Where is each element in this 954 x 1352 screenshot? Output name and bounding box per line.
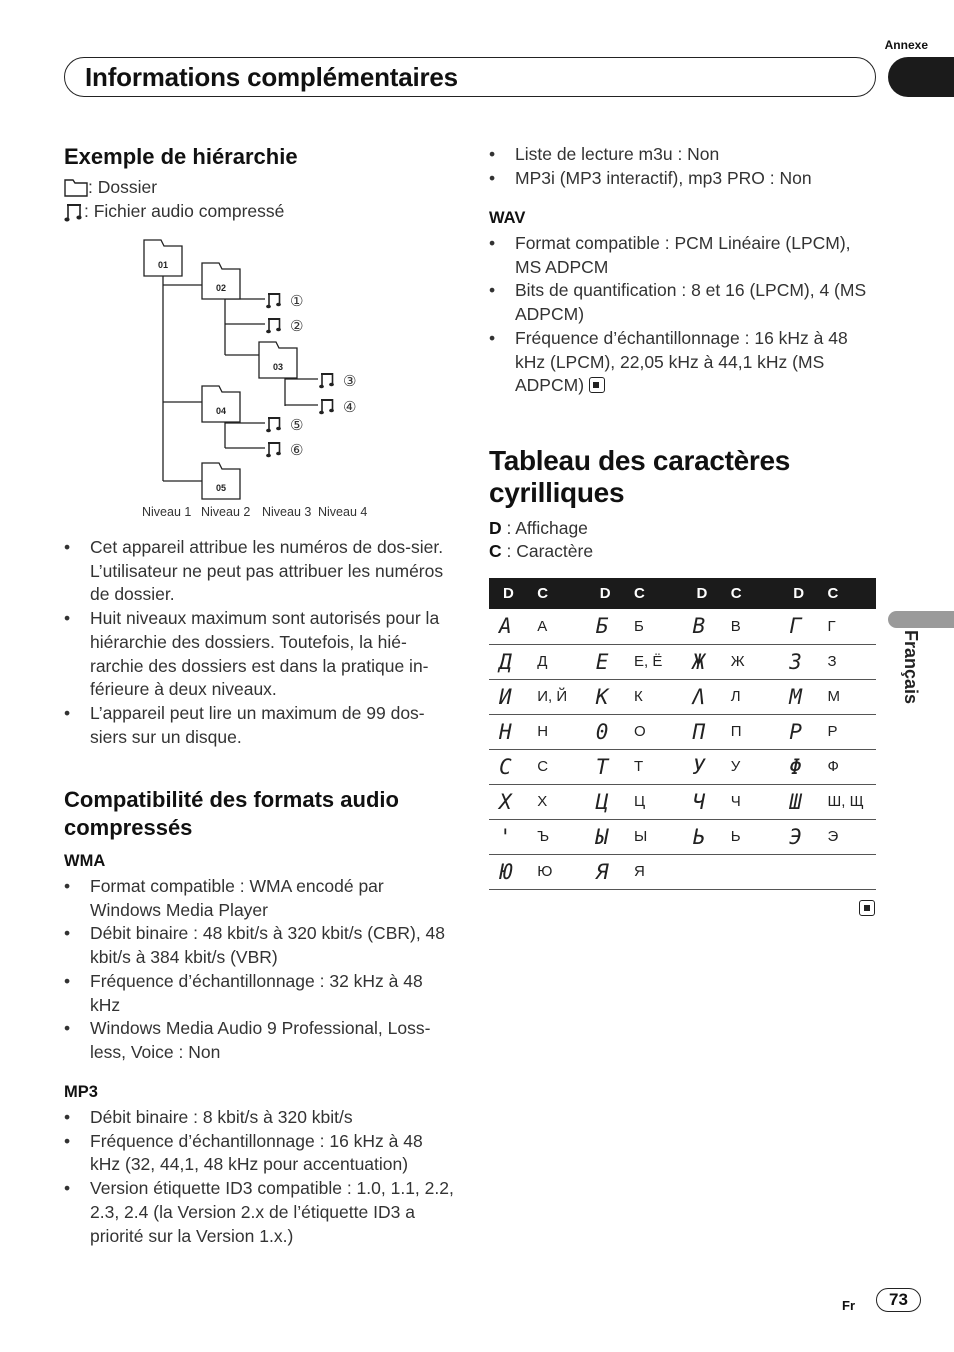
audio-file-node (266, 292, 303, 310)
display-glyph: Я (586, 854, 620, 889)
list-item: • Format compatible : PCM Linéaire (LPCM), MS ADPCM (489, 232, 874, 279)
table-row (489, 609, 876, 644)
level-label: Niveau 4 (318, 505, 368, 519)
list-item: • Windows Media Audio 9 Professional, Loss-less, Voice : Non (64, 1017, 454, 1064)
list-item: • Version étiquette ID3 compatible : 1.0, 1.1, 2.2, 2.3, 2.4 (la Version 2.x de l’étiquette ID3 a priorité sur la Version 1.x.) (64, 1177, 454, 1248)
end-mark-icon (859, 900, 875, 916)
cyrillic-character: Д (523, 644, 585, 679)
legend-file (64, 200, 284, 224)
folder-node (202, 463, 240, 499)
list-item-text: Fréquence d’échantillonnage : 16 kHz à 48 kHz (LPCM), 22,05 kHz à 44,1 kHz (MS ADPCM) (515, 327, 848, 396)
col-header-d: D (586, 578, 620, 609)
col-header-d: D (489, 578, 523, 609)
cyrillic-character: Ь (717, 819, 779, 854)
cyrillic-character: Ц (620, 784, 682, 819)
cyrillic-character: К (620, 679, 682, 714)
cyrillic-character: Ю (523, 854, 585, 889)
file-number: ⑥ (290, 441, 304, 459)
col-header-c: C (523, 578, 585, 609)
hierarchy-diagram (130, 230, 390, 530)
list-item: • L’appareil peut lire un maximum de 99 dos-siers sur un disque. (64, 702, 454, 749)
folder-label: 04 (216, 406, 227, 416)
file-number: ④ (343, 398, 357, 416)
audio-file-node (266, 317, 303, 335)
list-item: • Fréquence d’échantillonnage : 16 kHz à 48 kHz (32, 44,1, 48 kHz pour accentuation) (64, 1130, 454, 1177)
list-item: • MP3i (MP3 interactif), mp3 PRO : Non (489, 167, 879, 191)
file-number: ① (290, 292, 304, 310)
legend-folder (64, 176, 157, 200)
cyrillic-character: Э (814, 819, 876, 854)
cyrillic-character (814, 854, 876, 889)
language-tab (888, 611, 954, 628)
col-header-c: C (814, 578, 876, 609)
display-glyph: Γ (779, 609, 813, 644)
file-number: ⑤ (290, 416, 304, 434)
cyrillic-character: З (814, 644, 876, 679)
list-item: • Liste de lecture m3u : Non (489, 143, 879, 167)
list-item: • Débit binaire : 48 kbit/s à 320 kbit/s (CBR), 48 kbit/s à 384 kbit/s (VBR) (64, 922, 454, 969)
end-mark (859, 900, 875, 919)
cyrillic-character: Р (814, 714, 876, 749)
hierarchy-heading: Exemple de hiérarchie (64, 144, 298, 169)
legend-d-text: : Affichage (501, 518, 588, 538)
language-tab-label: Français (901, 630, 921, 705)
display-glyph: X (489, 784, 523, 819)
cyrillic-character: Т (620, 749, 682, 784)
table-row (489, 784, 876, 819)
cyrillic-character: Н (523, 714, 585, 749)
end-mark-icon (589, 377, 605, 393)
legend-character (489, 540, 593, 564)
cyrillic-character (717, 854, 779, 889)
display-glyph: Ю (489, 854, 523, 889)
list-item: • Format compatible : WMA encodé par Windows Media Player (64, 875, 454, 922)
cyrillic-character: Л (717, 679, 779, 714)
display-glyph: Λ (683, 679, 717, 714)
table-row (489, 714, 876, 749)
folder-label: 03 (273, 362, 284, 372)
folder-icon (64, 179, 88, 197)
display-glyph: M (779, 679, 813, 714)
legend-c-key: C (489, 541, 502, 561)
cyrillic-character: И, Й (523, 679, 585, 714)
wma-list (64, 875, 454, 1065)
display-glyph: ' (489, 819, 523, 854)
cyrillic-character: Г (814, 609, 876, 644)
display-glyph: Ш (779, 784, 813, 819)
display-glyph: Б (586, 609, 620, 644)
display-glyph: З (779, 644, 813, 679)
col-header-c: C (717, 578, 779, 609)
display-glyph (779, 854, 813, 889)
display-glyph: И (489, 679, 523, 714)
display-glyph (683, 854, 717, 889)
cyrillic-character: Б (620, 609, 682, 644)
folder-label: 01 (158, 260, 169, 270)
list-item: • Fréquence d’échantillonnage : 32 kHz à 48 kHz (64, 970, 454, 1017)
table-row (489, 819, 876, 854)
list-item (489, 327, 874, 398)
cyrillic-character: Ъ (523, 819, 585, 854)
file-number: ② (290, 317, 304, 335)
cyrillic-character: В (717, 609, 779, 644)
cyrillic-character: У (717, 749, 779, 784)
list-item: • Cet appareil attribue les numéros de dos-sier. L’utilisateur ne peut pas attribuer les numéros de dossier. (64, 536, 454, 607)
section-label: Annexe (884, 38, 928, 52)
cyrillic-character: О (620, 714, 682, 749)
display-glyph: T (586, 749, 620, 784)
audio-file-node (266, 416, 303, 434)
cyrillic-table (489, 578, 876, 890)
footer-language: Fr (842, 1298, 855, 1313)
display-glyph: Ж (683, 644, 717, 679)
col-header-c: C (620, 578, 682, 609)
audio-file-node (319, 372, 356, 390)
cyrillic-character: М (814, 679, 876, 714)
display-glyph: Ч (683, 784, 717, 819)
audio-file-node (319, 398, 356, 416)
col-header-d: D (779, 578, 813, 609)
cyrillic-character: Е, Ё (620, 644, 682, 679)
folder-node (202, 263, 240, 299)
hierarchy-notes (64, 536, 454, 749)
cyrillic-table-body (489, 609, 876, 889)
legend-folder-text: : Dossier (88, 177, 158, 197)
display-glyph: Ц (586, 784, 620, 819)
music-file-icon (64, 201, 84, 223)
legend-c-text: : Caractère (501, 541, 594, 561)
list-item: • Débit binaire : 8 kbit/s à 320 kbit/s (64, 1106, 454, 1130)
display-glyph: C (489, 749, 523, 784)
cyrillic-character: Ж (717, 644, 779, 679)
display-glyph: Π (683, 714, 717, 749)
cyrillic-heading: Tableau des caractères cyrilliques (489, 445, 791, 508)
display-glyph: Ы (586, 819, 620, 854)
cyrillic-character: Я (620, 854, 682, 889)
list-item: • Huit niveaux maximum sont autorisés pour la hiérarchie des dossiers. Toutefois, la hié-rarchie des dossiers est dans la pratique in-férieure à deux niveaux. (64, 607, 454, 702)
file-number: ③ (343, 372, 357, 390)
list-item: • Bits de quantification : 8 et 16 (LPCM), 4 (MS ADPCM) (489, 279, 874, 326)
chapter-tab (888, 57, 954, 97)
display-glyph: 0 (586, 714, 620, 749)
table-header-row (489, 578, 876, 609)
display-glyph: K (586, 679, 620, 714)
compat-heading: Compatibilité des formats audio compressés (64, 787, 399, 840)
folder-node (202, 386, 240, 422)
mp3-list (64, 1106, 454, 1248)
language-tab-label-wrap (891, 630, 931, 730)
cyrillic-character: С (523, 749, 585, 784)
wma-label: WMA (64, 852, 106, 870)
display-glyph: Д (489, 644, 523, 679)
level-label: Niveau 2 (201, 505, 251, 519)
display-glyph: H (489, 714, 523, 749)
cyrillic-character: А (523, 609, 585, 644)
wav-label: WAV (489, 209, 526, 227)
display-glyph: A (489, 609, 523, 644)
table-row (489, 644, 876, 679)
table-row (489, 679, 876, 714)
cyrillic-character: Ы (620, 819, 682, 854)
folder-node (259, 342, 297, 378)
table-row (489, 854, 876, 889)
cyrillic-character: Х (523, 784, 585, 819)
legend-file-text: : Fichier audio compressé (84, 201, 285, 221)
level-label: Niveau 3 (262, 505, 312, 519)
cyrillic-character: Ш, Щ (814, 784, 876, 819)
cyrillic-character: Ч (717, 784, 779, 819)
folder-label: 05 (216, 483, 227, 493)
cyrillic-character: П (717, 714, 779, 749)
display-glyph: B (683, 609, 717, 644)
display-glyph: Э (779, 819, 813, 854)
audio-file-node (266, 441, 303, 459)
table-row (489, 749, 876, 784)
folder-node (144, 240, 182, 276)
display-glyph: Ь (683, 819, 717, 854)
mp3-label: MP3 (64, 1083, 98, 1101)
wav-list (489, 232, 874, 398)
cyrillic-character: Ф (814, 749, 876, 784)
display-glyph: P (779, 714, 813, 749)
page-title: Informations complémentaires (85, 62, 458, 92)
col-header-d: D (683, 578, 717, 609)
display-glyph: Φ (779, 749, 813, 784)
display-glyph: У (683, 749, 717, 784)
folder-label: 02 (216, 283, 227, 293)
legend-d-key: D (489, 518, 502, 538)
page-number: 73 (876, 1288, 921, 1312)
display-glyph: E (586, 644, 620, 679)
mp3-list-continued (489, 143, 879, 190)
level-label: Niveau 1 (142, 505, 192, 519)
legend-display (489, 517, 588, 541)
